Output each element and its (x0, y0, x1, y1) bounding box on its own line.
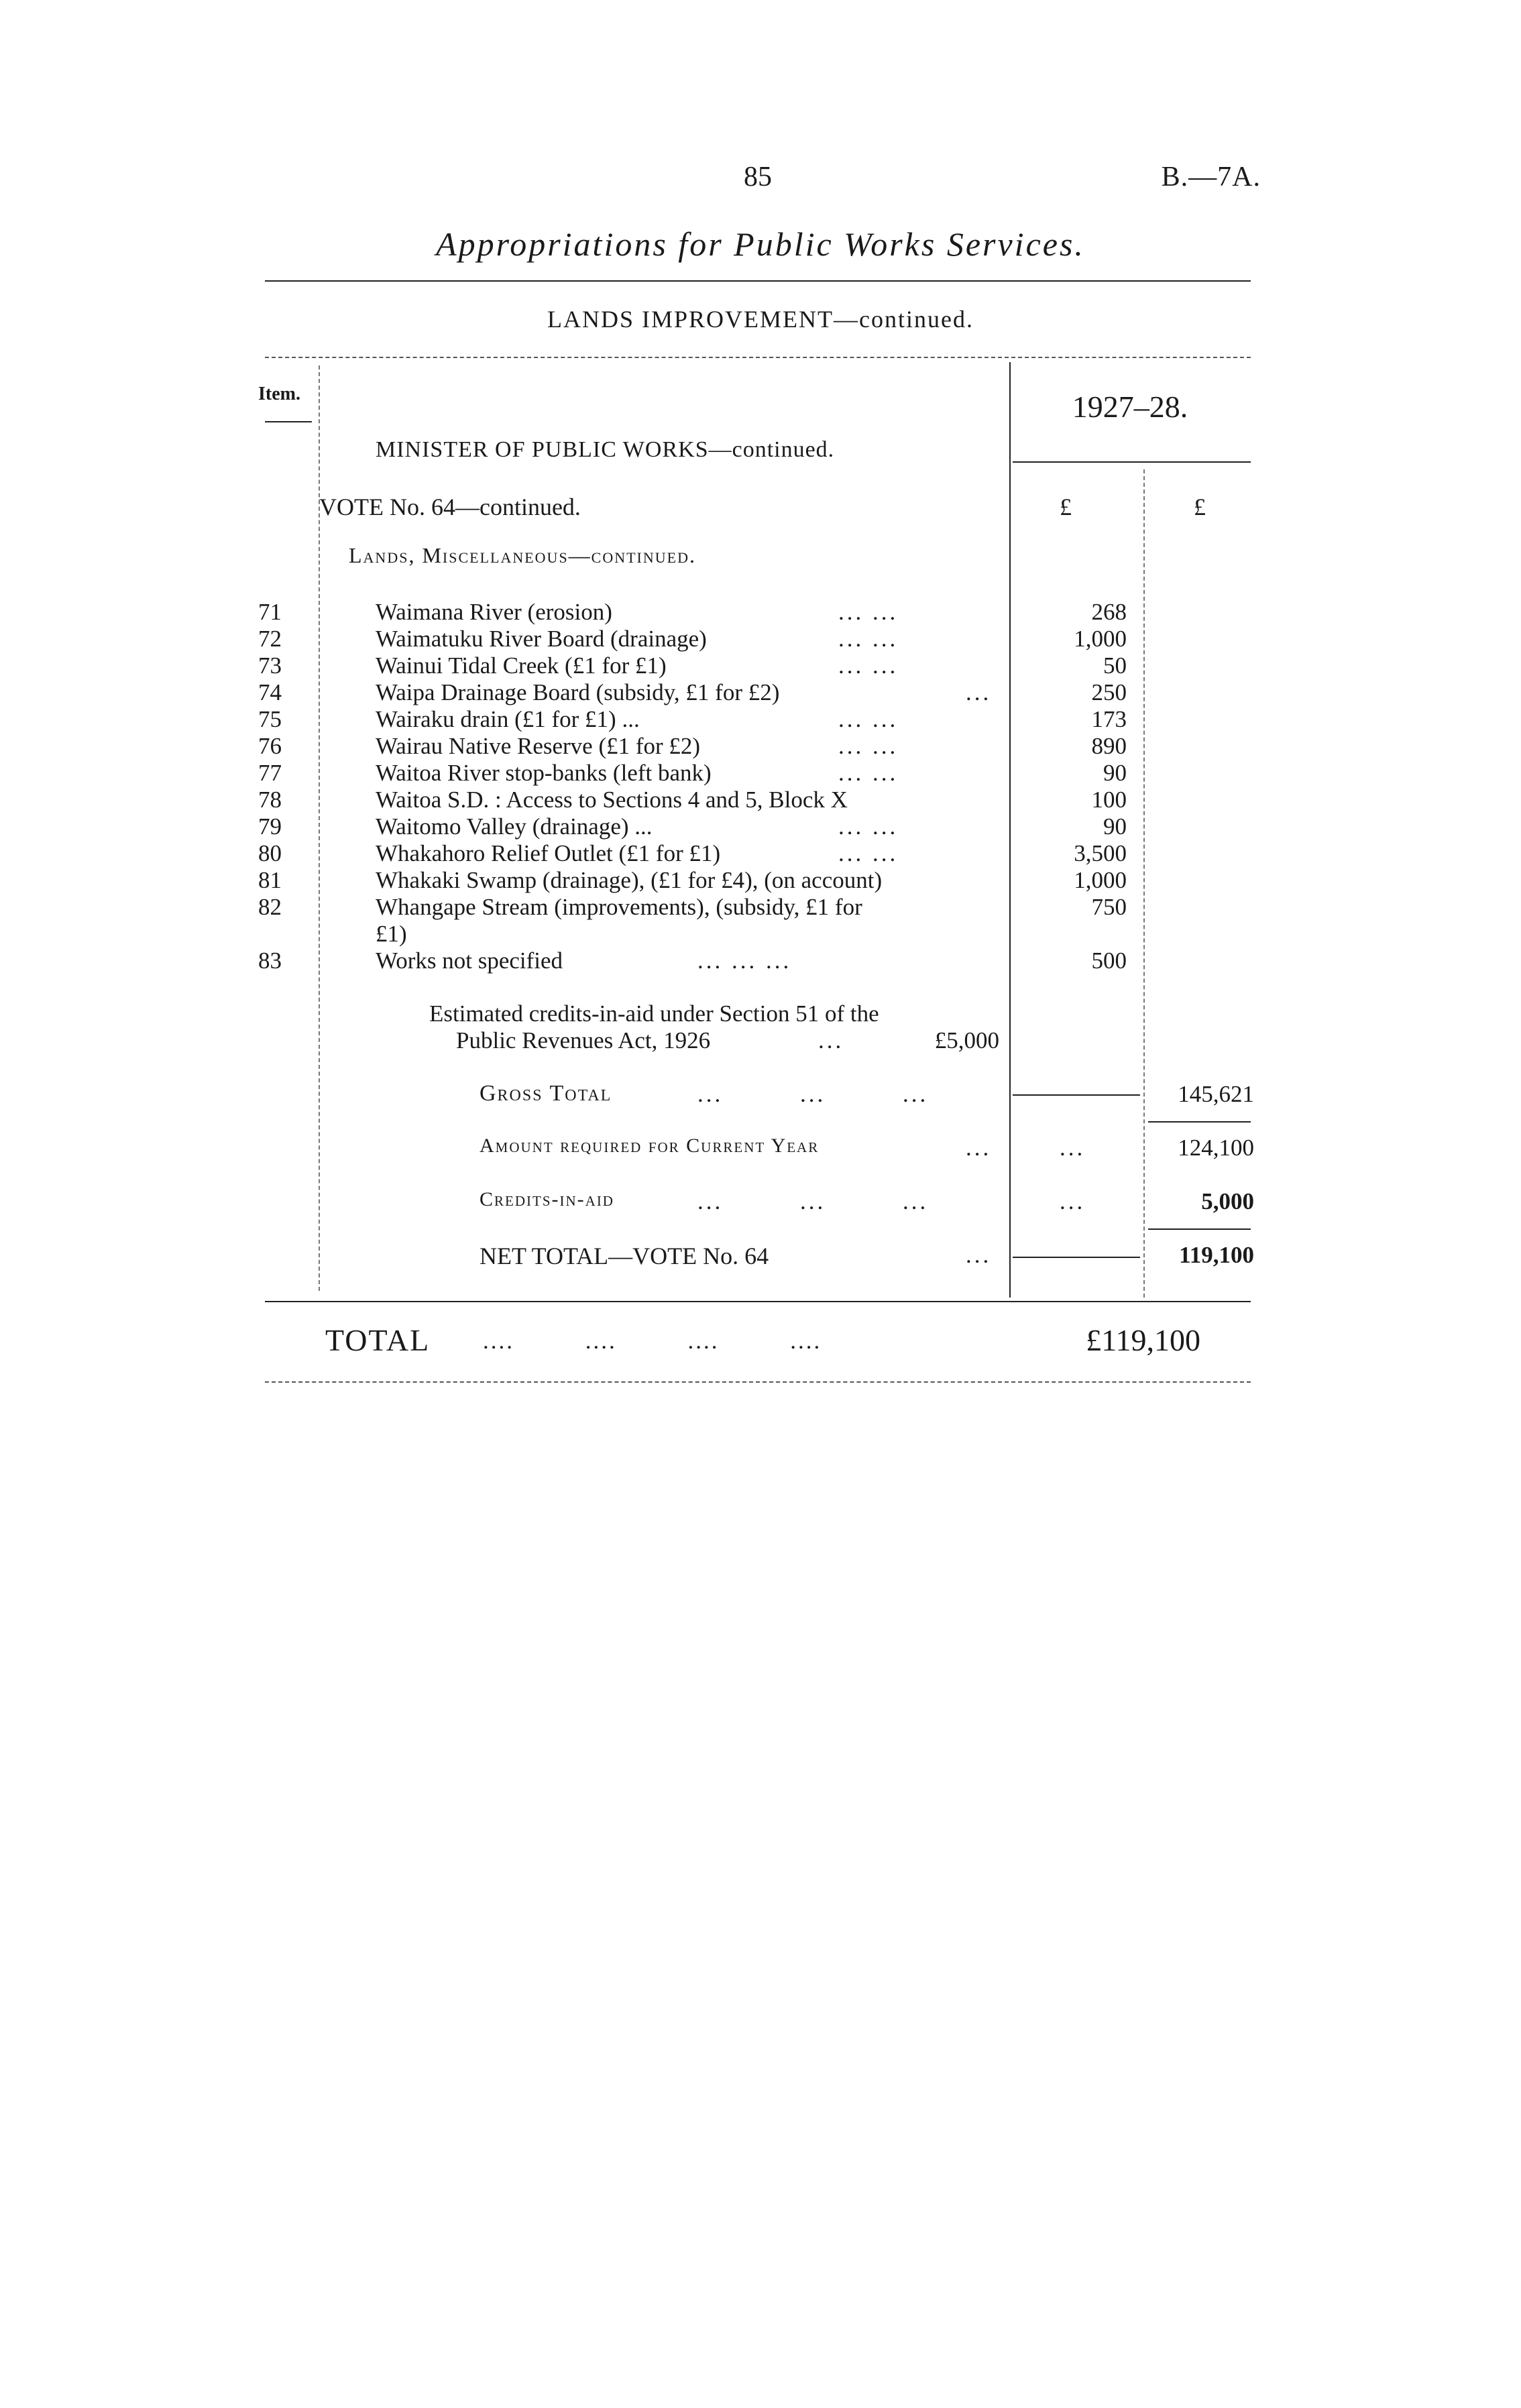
item-amount: 1,000 (1074, 867, 1127, 893)
gross-total-rule (1148, 1121, 1251, 1123)
item-number: 72 (258, 626, 282, 652)
item-number: 75 (258, 706, 282, 732)
leader-dots: ... ... (838, 652, 899, 679)
leader-dots: ... ... (838, 706, 899, 732)
item-number: 81 (258, 867, 282, 893)
item-amount: 3,500 (1074, 840, 1127, 866)
table-row (0, 894, 1521, 921)
amount-required-label: Amount required for Current Year (480, 1135, 820, 1157)
table-top-rule (265, 357, 1251, 358)
item-amount: 90 (1103, 760, 1127, 786)
document-reference: B.—7A. (1161, 162, 1261, 192)
item-amount: 268 (1091, 599, 1127, 625)
gross-total-label: Gross Total (480, 1081, 612, 1106)
table-row (0, 921, 1521, 948)
amount-required-value: 124,100 (1178, 1135, 1254, 1161)
table-row (0, 679, 1521, 706)
leader-dots: ... ... (838, 733, 899, 759)
item-description: £1) (376, 921, 407, 947)
title-rule (265, 280, 1251, 282)
net-total-dots: ... (966, 1242, 992, 1268)
item-number: 83 (258, 948, 282, 974)
leader-dots: ... ... (838, 840, 899, 866)
grand-total-value: £119,100 (1086, 1323, 1200, 1357)
table-row (0, 760, 1521, 787)
item-column-header: Item. (258, 384, 300, 404)
item-description: Works not specified (376, 948, 563, 974)
grand-total-label: TOTAL (325, 1323, 431, 1357)
leader-dots: ... ... (838, 760, 899, 786)
table-row (0, 626, 1521, 652)
item-description: Wainui Tidal Creek (£1 for £1) (376, 652, 667, 679)
year-header-rule (1013, 461, 1251, 463)
item-amount: 890 (1091, 733, 1127, 759)
item-amount: 1,000 (1074, 626, 1127, 652)
credits-note-line-2: Public Revenues Act, 1926 (456, 1027, 711, 1053)
item-description: Wairaku drain (£1 for £1) ... (376, 706, 640, 732)
section-heading: LANDS IMPROVEMENT—continued. (547, 306, 974, 333)
net-total-label: NET TOTAL—VOTE No. 64 (480, 1243, 769, 1269)
net-total-dash (1013, 1257, 1140, 1258)
item-description: Waitomo Valley (drainage) ... (376, 813, 653, 840)
item-number: 76 (258, 733, 282, 759)
item-amount: 173 (1091, 706, 1127, 732)
item-description: Waitoa S.D. : Access to Sections 4 and 5, Block X (376, 787, 848, 813)
item-amount: 500 (1091, 948, 1127, 974)
leader-dots: ... ... (838, 626, 899, 652)
table-row (0, 599, 1521, 626)
gross-total-dots: ... ... ... (697, 1081, 929, 1107)
credits-rule (1148, 1228, 1251, 1230)
item-description: Wairau Native Reserve (£1 for £2) (376, 733, 701, 759)
item-amount: 750 (1091, 894, 1127, 920)
credits-in-aid-label: Credits-in-aid (480, 1188, 614, 1210)
grand-total-dots: .... .... .... .... (483, 1328, 822, 1354)
item-description: Waitoa River stop-banks (left bank) (376, 760, 712, 786)
credits-in-aid-column-dots: ... (1060, 1188, 1086, 1214)
credits-note-amount: £5,000 (934, 1027, 999, 1053)
currency-symbol-column-1: £ (1060, 494, 1072, 520)
item-description: Waipa Drainage Board (subsidy, £1 for £2) (376, 679, 780, 705)
leader-dots: ... ... (838, 813, 899, 840)
item-amount: 100 (1091, 787, 1127, 813)
gross-total-dash (1013, 1094, 1140, 1096)
gross-total-value: 145,621 (1178, 1081, 1254, 1107)
table-row (0, 948, 1521, 974)
item-amount: 50 (1103, 652, 1127, 679)
page-number: 85 (744, 162, 772, 192)
item-number: 74 (258, 679, 282, 705)
item-number: 73 (258, 652, 282, 679)
credits-note-line-1: Estimated credits-in-aid under Section 51 of the (429, 1000, 879, 1027)
item-description: Waimatuku River Board (drainage) (376, 626, 707, 652)
year-header: 1927–28. (1072, 390, 1188, 424)
vote-heading: VOTE No. 64—continued. (319, 494, 581, 520)
net-total-value: 119,100 (1179, 1242, 1254, 1268)
item-number: 82 (258, 894, 282, 920)
item-number: 78 (258, 787, 282, 813)
item-number: 80 (258, 840, 282, 866)
page-title: Appropriations for Public Works Services. (436, 225, 1085, 263)
table-row (0, 787, 1521, 813)
minister-heading: MINISTER OF PUBLIC WORKS—continued. (376, 437, 835, 462)
table-row (0, 706, 1521, 733)
currency-symbol-column-2: £ (1194, 494, 1206, 520)
item-number: 79 (258, 813, 282, 840)
table-row (0, 733, 1521, 760)
leader-dots: ... (966, 679, 992, 705)
table-row (0, 840, 1521, 867)
amount-required-column-dots: ... (1060, 1135, 1086, 1161)
amount-required-dots: ... (966, 1135, 992, 1161)
table-bottom-rule (265, 1301, 1251, 1302)
credits-in-aid-dots: ... ... ... (697, 1188, 929, 1214)
item-description: Waimana River (erosion) (376, 599, 612, 625)
credits-note-dots: ... (818, 1027, 844, 1053)
item-number: 77 (258, 760, 282, 786)
credits-in-aid-value: 5,000 (1201, 1188, 1254, 1214)
subhead-lands-miscellaneous: Lands, Miscellaneous—continued. (349, 543, 696, 567)
table-row (0, 867, 1521, 894)
item-amount: 250 (1091, 679, 1127, 705)
item-description: Whakaki Swamp (drainage), (£1 for £4), (on account) (376, 867, 883, 893)
item-number: 71 (258, 599, 282, 625)
page-end-rule (265, 1381, 1251, 1383)
item-header-rule (265, 421, 312, 422)
leader-dots: ... ... (838, 599, 899, 625)
leader-dots: ... ... ... (697, 948, 792, 974)
item-amount: 90 (1103, 813, 1127, 840)
item-description: Whakahoro Relief Outlet (£1 for £1) (376, 840, 721, 866)
table-row (0, 652, 1521, 679)
table-row (0, 813, 1521, 840)
item-description: Whangape Stream (improvements), (subsidy, £1 for (376, 894, 862, 920)
